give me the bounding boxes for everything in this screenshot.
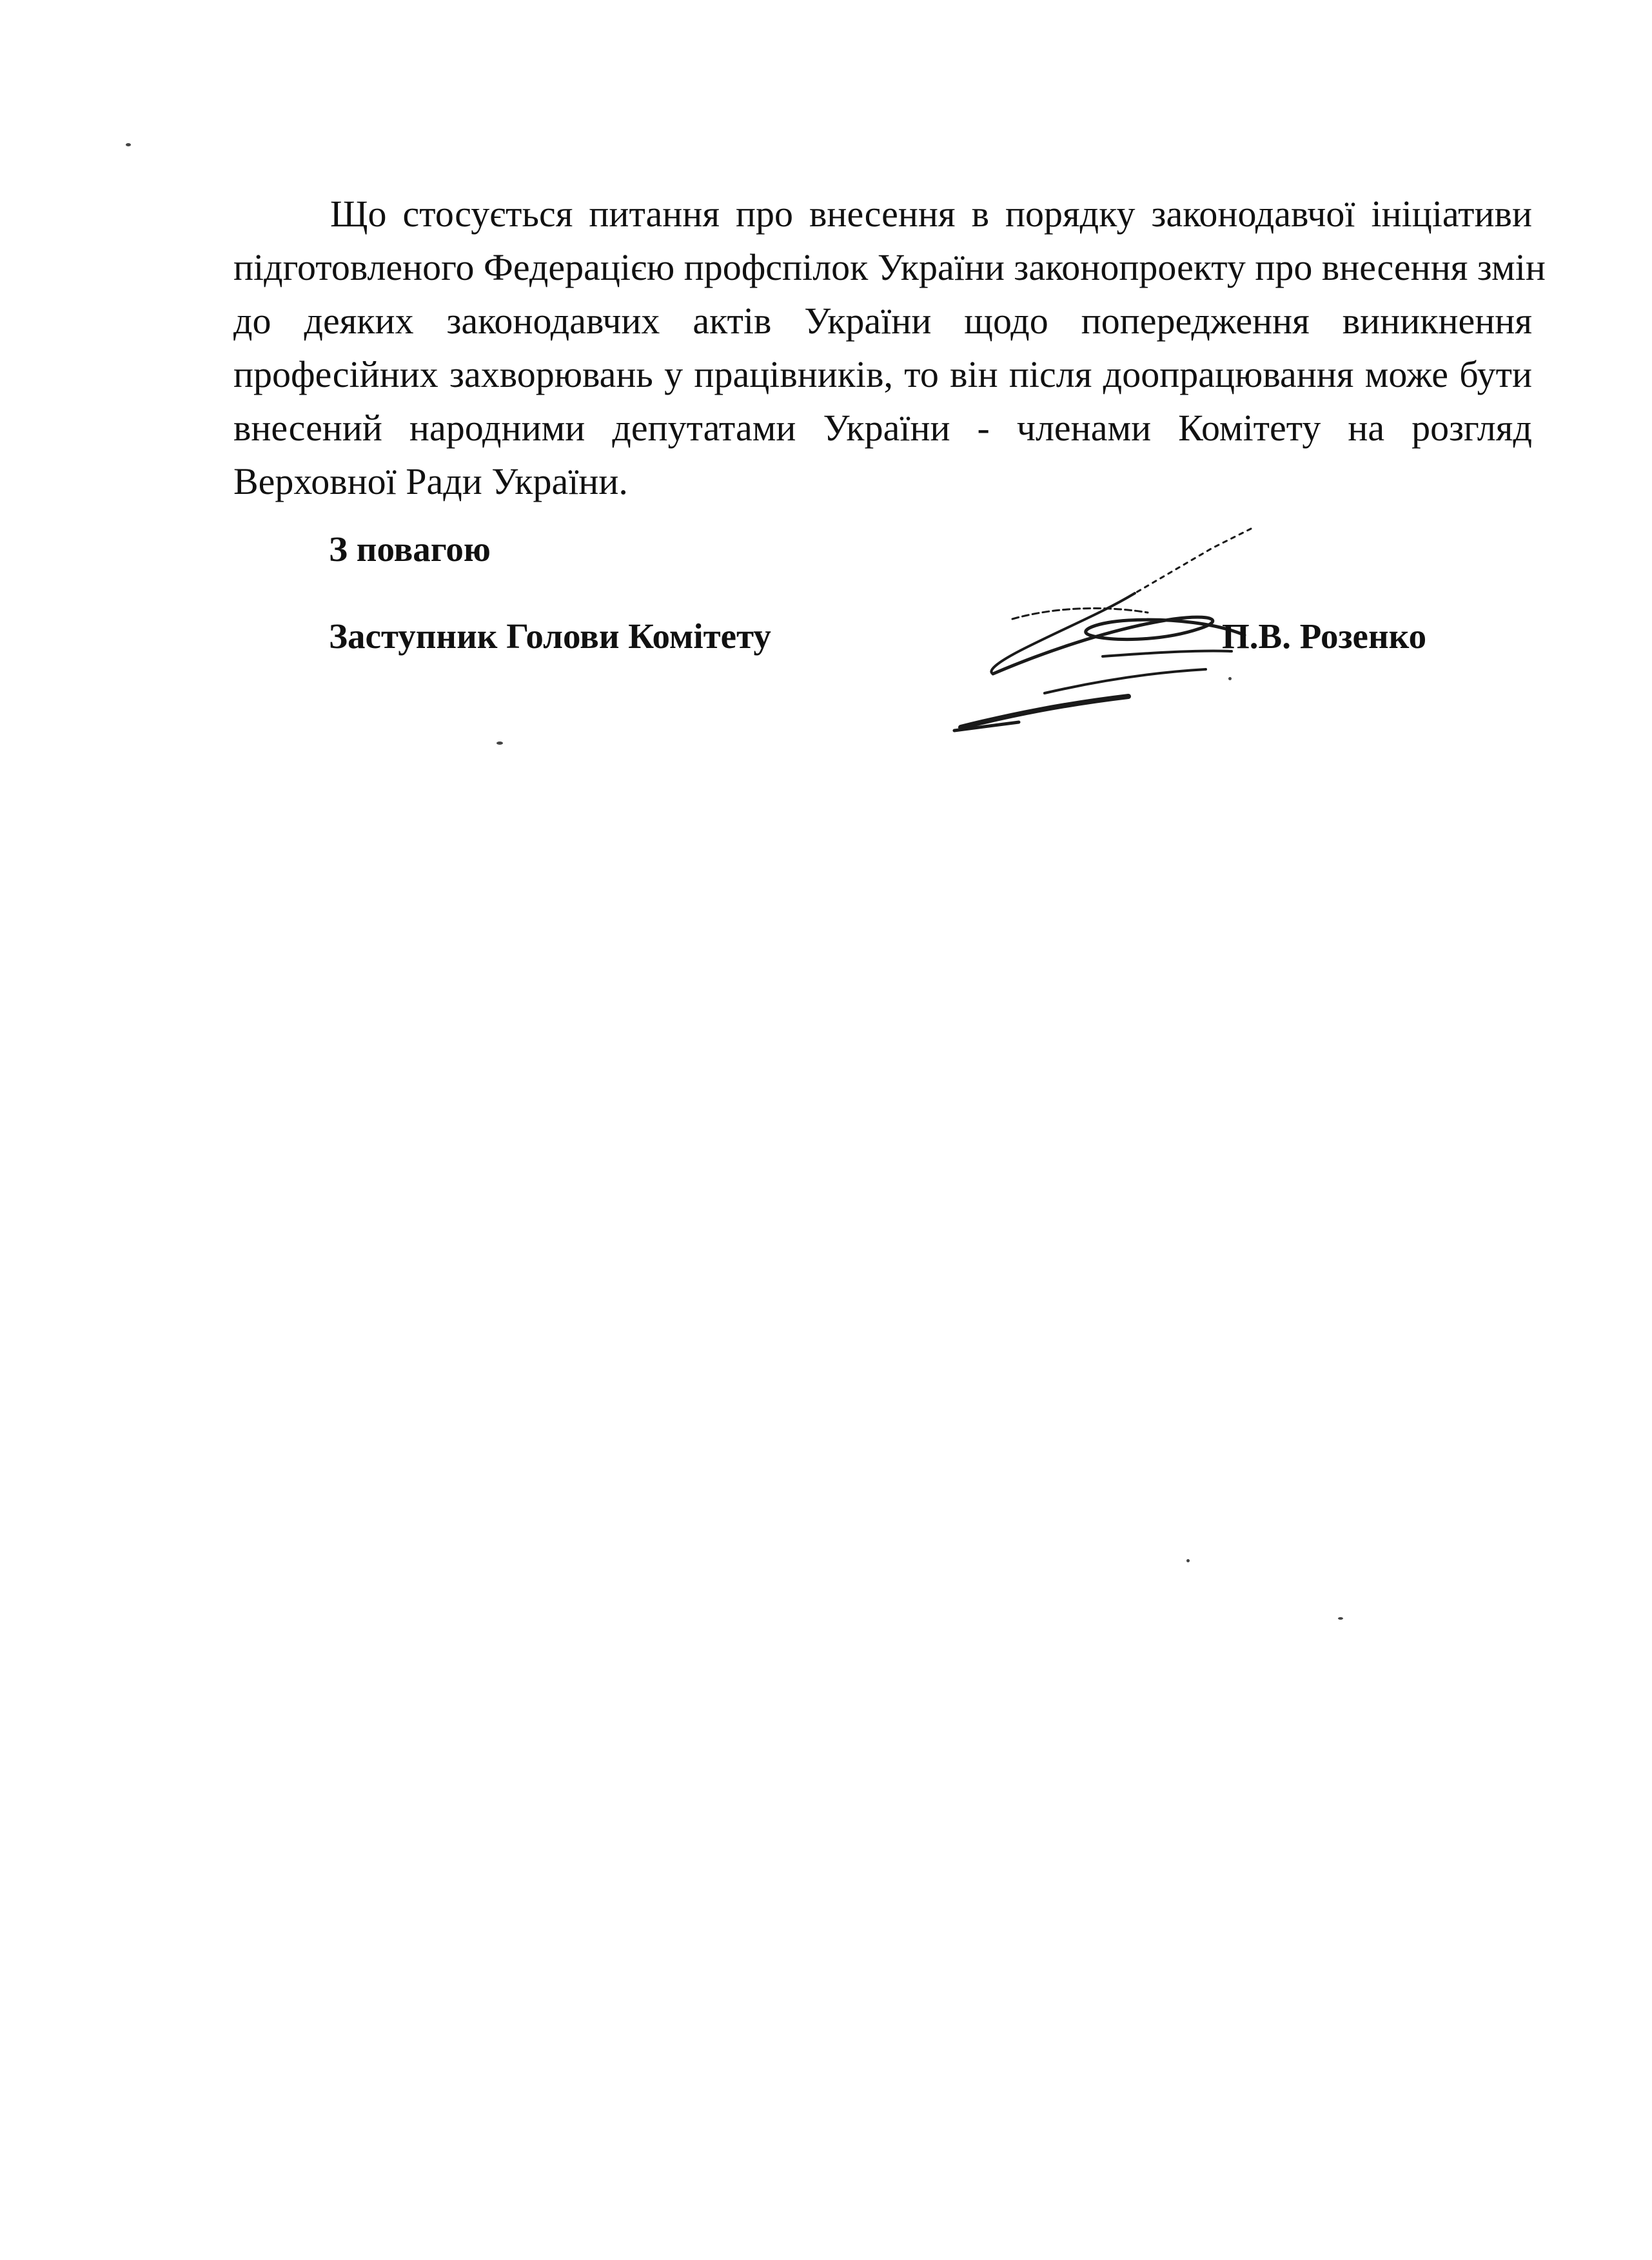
body-line: Що стосується питання про внесення в порядку законодавчої ініціативи <box>330 193 1532 235</box>
signatory-name: П.В. Розенко <box>1222 616 1427 656</box>
body-line: Верховної Ради України. <box>233 460 628 502</box>
scan-speck <box>1338 1617 1343 1620</box>
body-paragraph <box>233 187 1546 508</box>
scan-speck <box>1186 1559 1190 1562</box>
signatory-position: Заступник Голови Комітету <box>329 616 771 656</box>
scan-speck <box>497 742 503 745</box>
scan-speck <box>1228 677 1232 680</box>
closing-phrase: З повагою <box>329 529 491 569</box>
body-line: підготовленого Федерацією профспілок України законопроекту про внесення змін <box>233 246 1546 288</box>
body-line: внесений народними депутатами України - членами Комітету на розгляд <box>233 407 1532 449</box>
body-line: професійних захворювань у працівників, то він після доопрацювання може бути <box>233 353 1532 395</box>
scan-speck <box>126 143 131 146</box>
body-line: до деяких законодавчих актів України щодо попередження виникнення <box>233 300 1532 342</box>
handwritten-signature <box>941 509 1264 742</box>
